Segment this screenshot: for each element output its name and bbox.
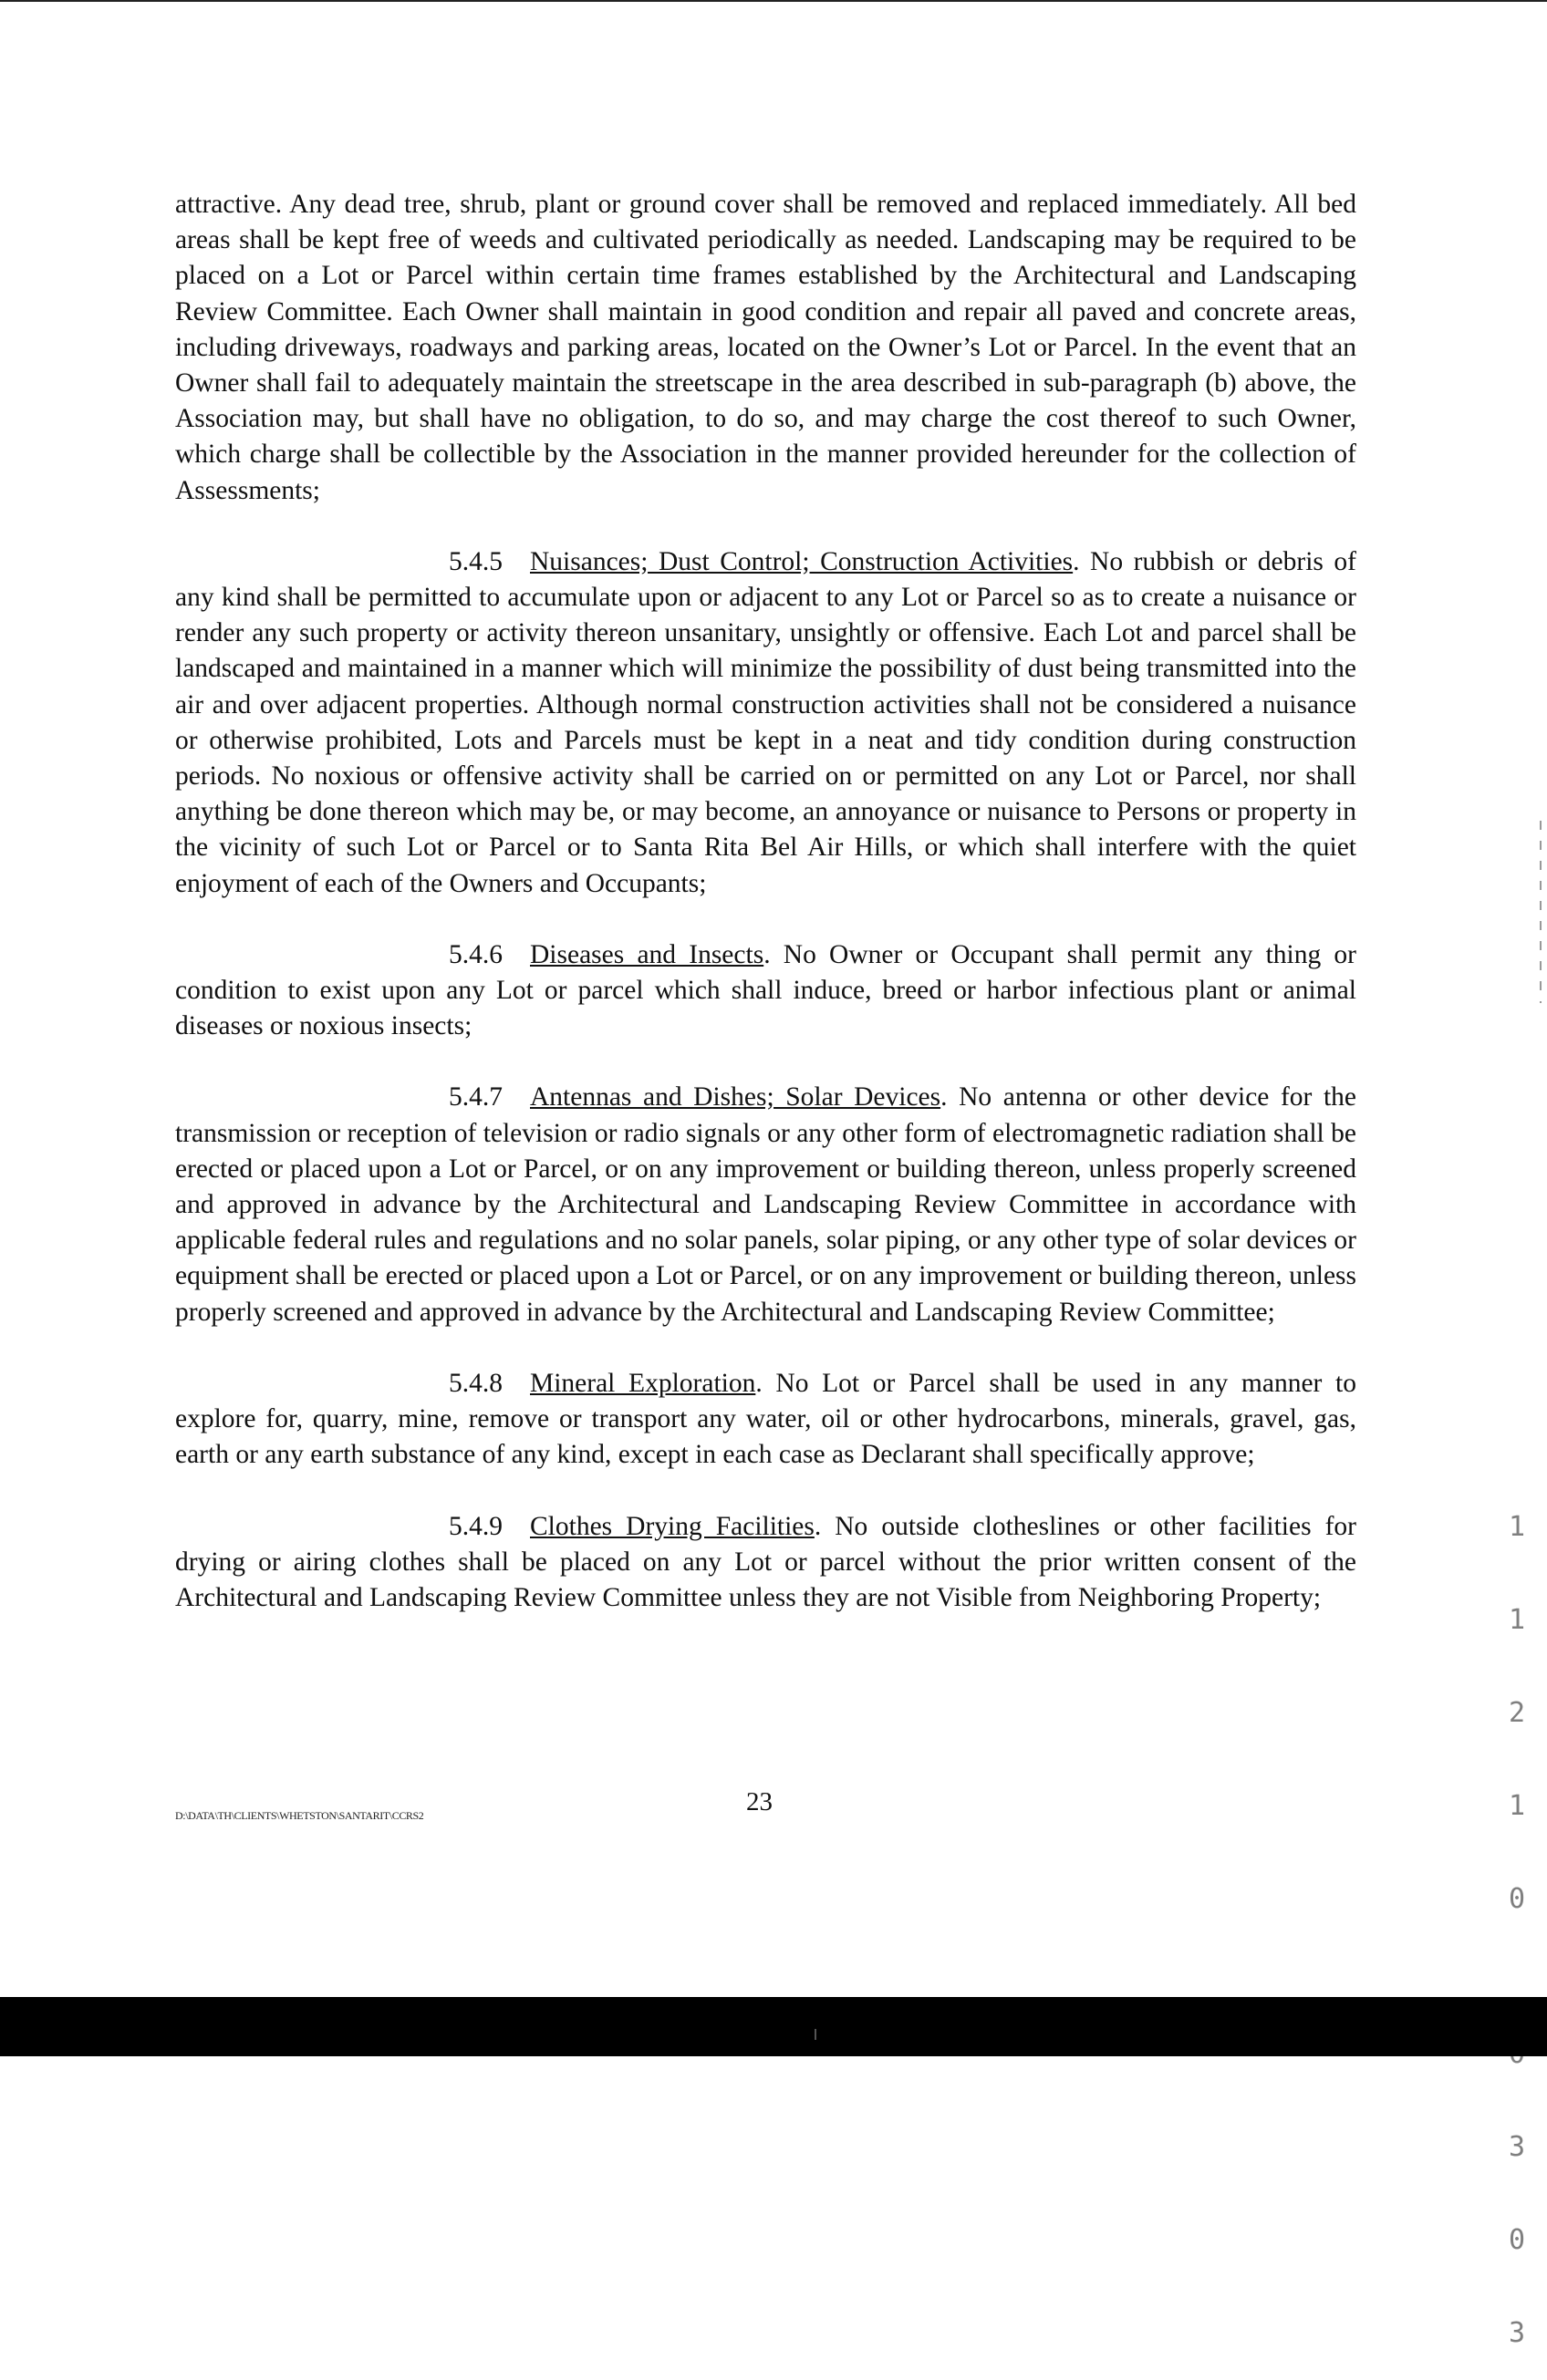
section-title: Diseases and Insects	[530, 939, 764, 969]
stamp-digit: 1	[1508, 1511, 1526, 1543]
scan-tick-mark	[815, 2029, 816, 2040]
scan-top-border	[0, 0, 1547, 2]
stamp-digit: 0	[1508, 1883, 1526, 1915]
section-title: Nuisances; Dust Control; Construction Activities	[530, 546, 1074, 576]
recording-stamp-digits	[1503, 1450, 1531, 2380]
section-body: . No antenna or other device for the transmission or reception of television or radio signals or any other form of electromagnetic radiation shall be erected or placed upon a Lot or Parcel, or on any improvement or building thereon, unless properly screened and approved in advance by the Architectural and Landscaping Review Committee in accordance with applicable federal rules and regulations and no solar panels, solar piping, or any other type of solar devices or equipment shall be erected or placed upon a Lot or Parcel, or on any improvement or building thereon, unless properly screened and approved in advance by the Architectural and Landscaping Review Committee;	[175, 1082, 1356, 1327]
document-body	[175, 187, 1356, 1651]
section-5-4-8	[175, 1366, 1356, 1474]
stamp-digit: 2	[1508, 1697, 1526, 1729]
stamp-digit: 0	[1508, 2224, 1526, 2256]
stamp-digit: 3	[1508, 2131, 1526, 2163]
page-number: 23	[746, 1787, 773, 1816]
section-5-4-7	[175, 1080, 1356, 1330]
stamp-digit: 3	[1508, 2317, 1526, 2349]
scan-bottom-band	[0, 1997, 1547, 2056]
section-title: Clothes Drying Facilities	[530, 1511, 815, 1541]
section-number: 5.4.8	[449, 1368, 503, 1398]
stamp-digit: 1	[1508, 1790, 1526, 1822]
footer-file-path: D:\DATA\TH\CLIENTS\WHETSTON\SANTARIT\CCRS2	[175, 1809, 424, 1822]
section-title: Antennas and Dishes; Solar Devices	[530, 1082, 941, 1112]
section-body: . No rubbish or debris of any kind shall be permitted to accumulate upon or adjacent to any Lot or Parcel so as to create a nuisance or render any such property or activity thereon unsanitary, unsightly or offensive. Each Lot and parcel shall be landscaped and maintained in a manner which will minimize the possibility of dust being transmitted into the air and over adjacent properties. Although normal construction activities shall not be considered a nuisance or otherwise prohibited, Lots and Parcels must be kept in a neat and tidy condition during construction periods. No noxious or offensive activity shall be carried on or permitted on any Lot or Parcel, nor shall anything be done thereon which may be, or may become, an annoyance or nuisance to Persons or property in the vicinity of such Lot or Parcel or to Santa Rita Bel Air Hills, or which shall interfere with the quiet enjoyment of each of the Owners and Occupants;	[175, 546, 1356, 898]
section-5-4-5	[175, 544, 1356, 902]
section-body: . No outside clotheslines or other facilities for drying or airing clothes shall be placed on any Lot or parcel without the prior written consent of the Architectural and Landscaping Review Committee unless they are not Visible from Neighboring Property;	[175, 1511, 1356, 1612]
section-5-4-6	[175, 937, 1356, 1045]
stamp-digit: 1	[1508, 1604, 1526, 1636]
section-body: . No Owner or Occupant shall permit any thing or condition to exist upon any Lot or parcel which shall induce, breed or harbor infectious plant or animal diseases or noxious insects;	[175, 939, 1357, 1041]
section-number: 5.4.5	[449, 546, 503, 576]
section-5-4-9	[175, 1509, 1356, 1617]
section-number: 5.4.9	[449, 1511, 503, 1541]
continuation-paragraph: attractive. Any dead tree, shrub, plant or ground cover shall be removed and replaced immediately. All bed areas shall be kept free of weeds and cultivated periodically as needed. Landscaping may be required to be placed on a Lot or Parcel within certain time frames established by the Architectural and Landscaping Review Committee. Each Owner shall maintain in good condition and repair all paved and concrete areas, including driveways, roadways and parking areas, located on the Owner’s Lot or Parcel. In the event that an Owner shall fail to adequately maintain the streetscape in the area described in sub-paragraph (b) above, the Association may, but shall have no obligation, to do so, and may charge the cost thereof to such Owner, which charge shall be collectible by the Association in the manner provided hereunder for the collection of Assessments;	[175, 190, 1356, 505]
section-body: . No Lot or Parcel shall be used in any manner to explore for, quarry, mine, remove or transport any water, oil or other hydrocarbons, minerals, gravel, gas, earth or any earth substance of any kind, except in each case as Declarant shall specifically approve;	[175, 1368, 1356, 1470]
section-number: 5.4.6	[449, 939, 503, 969]
section-number: 5.4.7	[449, 1082, 503, 1112]
section-title: Mineral Exploration	[530, 1368, 756, 1398]
scan-margin-marks	[1540, 821, 1542, 1003]
